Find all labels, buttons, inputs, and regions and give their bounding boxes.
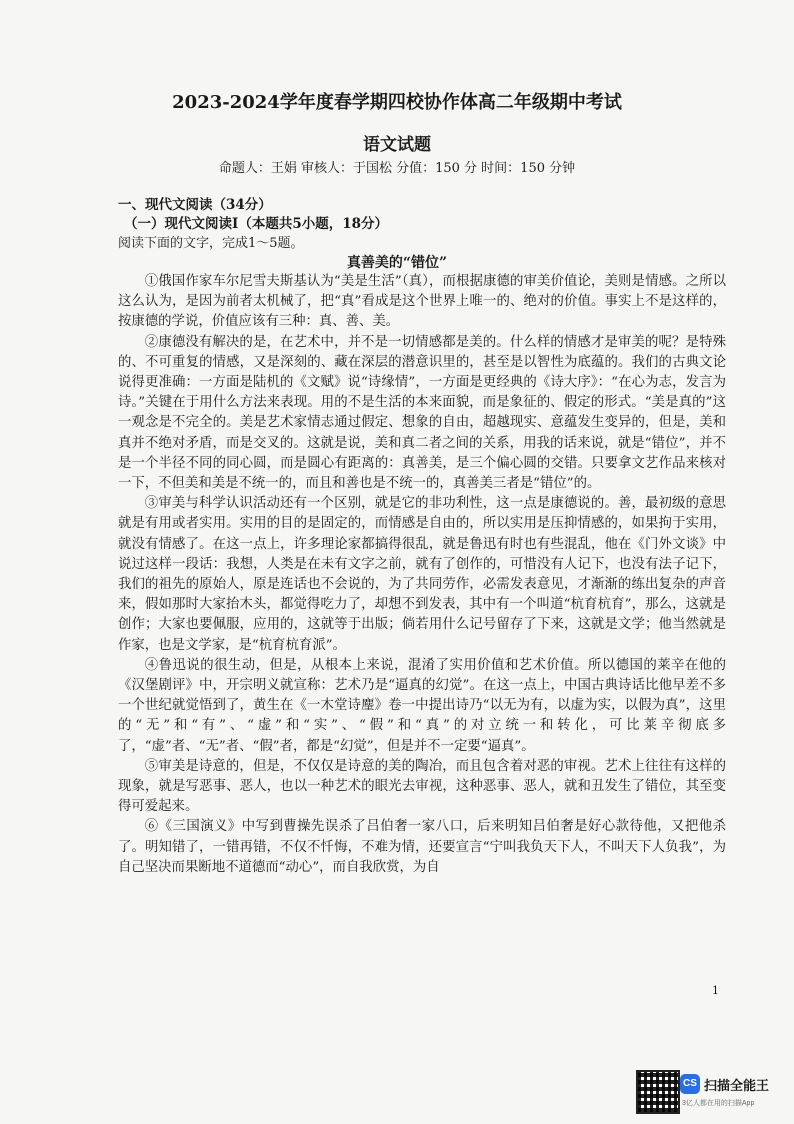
paragraph-6: ⑥《三国演义》中写到曹操先误杀了吕伯奢一家八口，后来明知吕伯奢是好心款待他，又把他杀了。明知错了，一错再错，不仅不忏悔，不难为情，还要宣言“宁叫我负天下人，不叫天下人负我”，为自己坚决而果断地不道德而“动心”，而自我欣赏，为自 [118,819,726,875]
scanner-logo-icon: CS [680,1074,700,1094]
subsection-heading: （一）现代文阅读Ⅰ（本题共5小题，18分） [124,216,388,232]
page-number: 1 [712,984,719,997]
paragraph-3: ③审美与科学认识活动还有一个区别，就是它的非功利性，这一点是康德说的。善，最初级的意思就是有用或者实用。实用的目的是固定的，而情感是自由的，所以实用是压抑情感的，如果拘于实用，就没有情感了。在这一点上，许多理论家都搞得很乱，就是鲁迅有时也有些混乱，他在《门外文谈》中说过这样一段话：我想，人类是在未有文字之前，就有了创作的，可惜没有人记下，也没有法子记下，我们的祖先的原始人，原是连话也不会说的，为了共同劳作，必需发表意见，才渐渐的练出复杂的声音来，假如那时大家抬木头，都觉得吃力了，却想不到发表，其中有一个叫道“杭育杭育”，那么，这就是创作；大家也要佩服，应用的，这就等于出版；倘若用什么记号留存了下来，这就是文学；他当然就是作家，也是文学家，是“杭育杭育派”。 [118,496,726,653]
paragraph-5: ⑤审美是诗意的，但是，不仅仅是诗意的美的陶冶，而且包含着对恶的审视。艺术上往往有这样的现象，就是写恶事、恶人，也以一种艺术的眼光去审视，这种恶事、恶人，就和丑发生了错位，其至变得可爱起来。 [118,758,726,815]
paragraph-2: ②康德没有解决的是，在艺术中，并不是一切情感都是美的。什么样的情感才是审美的呢？是特殊的、不可重复的情感，又是深刻的、藏在深层的潜意识里的，甚至是以智性为底蕴的。我们的古典文论说得更准确：一方面是陆机的《文赋》说“诗缘情”，一方面是更经典的《诗大序》：“在心为志，发言为诗。”关键在于用什么方法来表现。用的不是生活的本来面貌，而是象征的、假定的形式。“美是真的”这一观念是不完全的。美是艺术家情志通过假定、想象的自由，超越现实、意蕴发生变异的，但是，美和真并不绝对矛盾，而是交叉的。这就是说，美和真二者之间的关系，用我的话来说，就是“错位”，并不是一个半径不同的同心圆，而是圆心有距离的：真善美，是三个偏心圆的交错。只要拿文艺作品来核对一下，不但美和美是不统一的，而且和善也是不统一的，真善美三者是“错位”的。 [118,334,726,492]
scanner-app-name: 扫描全能王 [704,1078,770,1093]
section-heading: 一、现代文阅读（34分） [118,197,272,213]
article-title: 真善美的“错位” [346,255,448,271]
article-body [118,272,726,878]
exam-meta: 命题人：王娟 审核人：于国松 分值：150 分 时间：150 分钟 [218,161,576,176]
paragraph-1: ①俄国作家车尔尼雪夫斯基认为“美是生活”（真），而根据康德的审美价值论，美则是情感。之所以这么认为，是因为前者太机械了，把“真”看成是这个世界上唯一的、绝对的价值。事实上不是这样的，按康德的学说，价值应该有三种：真、善、美。 [118,274,726,330]
paragraph-4: ④鲁迅说的很生动，但是，从根本上来说，混淆了实用价值和艺术价值。所以德国的莱辛在他的《汉堡剧评》中，开宗明义就宣称：艺术乃是“逼真的幻觉”。在这一点上，中国古典诗话比他早差不多一个世纪就觉悟到了，黄生在《一木堂诗麈》卷一中提出诗乃“以无为有，以虚为实，以假为真”，这里的“无”和“有”、“虚”和“实”、“假”和“真”的对立统一和转化，可比莱辛彻底多了，“虚”者、“无”者、“假”者，都是“幻觉”，但是并不一定要“逼真”。 [118,657,726,754]
exam-subtitle: 语文试题 [363,135,431,155]
reading-instruction: 阅读下面的文字，完成1～5题。 [118,236,304,251]
qr-code-icon [636,1070,680,1114]
exam-title: 2023-2024学年度春学期四校协作体高二年级期中考试 [172,92,622,113]
scanner-tagline: 3亿人都在用的扫描App [682,1100,755,1107]
